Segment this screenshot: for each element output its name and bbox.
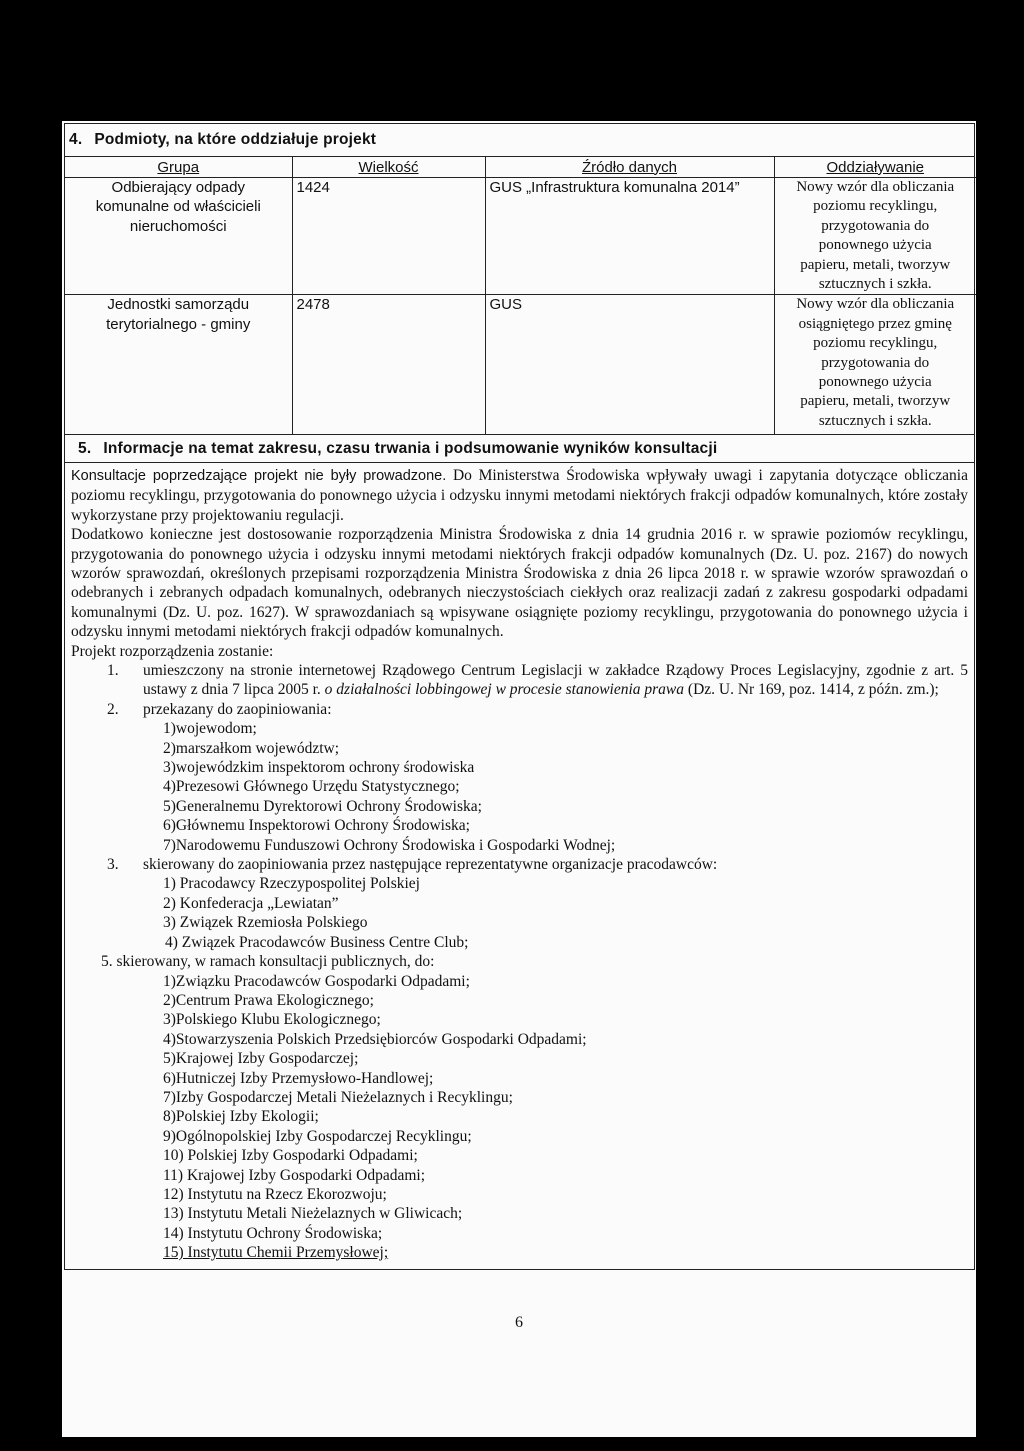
list-item: 5. skierowany, w ramach konsultacji publicznych, do: [101,953,435,971]
sublist-employers [71,874,968,952]
header-wielkosc: Wielkość [292,157,485,178]
sublist-item: 2)marszałkom województw; [163,739,340,757]
cell-line: ponownego użycia [818,237,932,254]
list-item-number: 2. [107,700,119,718]
cell-line: Jednostki samorządu [107,296,250,314]
list-item-text: przekazany do zaopiniowania: [143,700,332,718]
sublist-item: 2) Konfederacja „Lewiatan” [163,894,339,912]
sublist-item: 7)Izby Gospodarczej Metali Nieżelaznych i Recyklingu; [163,1088,513,1106]
cell-line: sztucznych i szkła. [818,276,932,293]
sublist-item: 3)wojewódzkim inspektorom ochrony środowiska [163,759,475,777]
sublist-item: 4)Prezesowi Głównego Urzędu Statystycznego; [163,778,460,796]
cell-line: poziomu recyklingu, [813,198,938,215]
list-item [71,855,968,874]
sublist-item: 10) Polskiej Izby Gospodarki Odpadami; [163,1147,418,1165]
cell-line: Nowy wzór dla obliczania [796,179,955,195]
table-row [65,178,976,295]
cell-line: Odbierający odpady [111,179,245,196]
sublist-public [71,972,968,1263]
sublist-item: 13) Instytutu Metali Nieżelaznych w Gliwicach; [163,1205,463,1223]
cell-grupa [65,178,292,295]
cell-line: papieru, metali, tworzyw [800,256,951,273]
paragraph-adjustment: Dodatkowo konieczne jest dostosowanie rozporządzenia Ministra Środowiska z dnia 14 grudnia 2016 r. w sprawie poziomów recyklingu, przygotowania do ponownego użycia i odzysku innymi metodami niektórych frakcji odpadów komunalnych (Dz. U. poz. 2167) do nowych wzorów sprawozdań, określonych przepisami rozporządzenia Ministra Środowiska z dnia 26 lipca 2018 r. w sprawie wzorów sprawozdań o odebranych i zebranych odpadach komunalnych, odebranych nieczystościach ciekłych oraz realizacji zadań z zakresu gospodarki odpadami komunalnymi (Dz. U. poz. 1627). W sprawozdaniach są wpisywane osiągnięte poziomy recyklingu, przygotowania do ponownego użycia i odzysku innymi metodami niektórych frakcji odpadów komunalnych. [71,526,968,641]
cell-line: Nowy wzór dla obliczania [796,296,955,313]
sublist-item: 4) Związek Pracodawców Business Centre Club; [165,933,469,951]
table-row [65,295,976,434]
cell-oddzialywanie [774,178,976,295]
sublist-item: 5)Krajowej Izby Gospodarczej; [163,1050,359,1068]
sublist-item: 4)Stowarzyszenia Polskich Przedsiębiorców Gospodarki Odpadami; [163,1030,587,1048]
section5-title: Informacje na temat zakresu, czasu trwania i podsumowanie wyników konsultacji [103,439,718,457]
list-item [71,661,968,700]
form-frame [64,123,975,1270]
list-item-number: 1. [107,662,119,679]
cell-wielkosc: 2478 [292,295,485,434]
paragraph-consultations [71,466,968,525]
page-number: 6 [515,1314,523,1331]
cell-line: przygotowania do [821,354,930,371]
list-item-number: 3. [107,856,119,874]
cell-line: nieruchomości [129,217,227,235]
cell-zrodlo: GUS „Infrastruktura komunalna 2014” [485,178,774,295]
table-header-row [65,157,976,178]
sublist-item: 15) Instytutu Chemii Przemysłowej; [163,1244,389,1262]
list-item-text [143,661,968,700]
cell-line: przygotowania do [821,217,930,234]
sublist-item: 6)Hutniczej Izby Przemysłowo-Handlowej; [163,1069,434,1087]
sublist-item: 1)Związku Pracodawców Gospodarki Odpadami; [163,972,470,990]
section4-number: 4. [69,131,83,148]
section5-number: 5. [78,439,92,457]
section5-heading [65,434,974,463]
paragraph-lead: Konsultacje poprzedzające projekt nie były prowadzone. [71,467,447,484]
section5-body [65,463,974,1269]
sublist-opinions [71,719,968,855]
sublist-item: 1)wojewodom; [163,720,257,738]
cell-zrodlo: GUS [485,295,774,434]
paragraph-intro-list: Projekt rozporządzenia zostanie: [71,642,274,660]
section4-heading [65,124,974,157]
list-item-text: skierowany do zaopiniowania przez następujące reprezentatywne organizacje pracodawców: [143,856,718,874]
document-sheet [62,121,976,1437]
list-item [71,700,968,719]
sublist-item: 6)Głównemu Inspektorowi Ochrony Środowiska; [163,817,470,835]
cell-line: poziomu recyklingu, [813,335,938,352]
cell-wielkosc: 1424 [292,178,485,295]
cell-line: osiągniętego przez gminę [798,315,952,332]
list-item-text-a: umieszczony na stronie internetowej Rządowego Centrum Legislacji w zakładce Rządowy Proces Legislacyjny, zgodnie z art. 5 ustawy z dnia 7 lipca 2005 r. [143,662,968,699]
header-oddzialywanie: Oddziaływanie [774,157,976,178]
cell-line: ponownego użycia [818,374,932,391]
sublist-item: 5)Generalnemu Dyrektorowi Ochrony Środowiska; [163,797,482,815]
list-item-text-b: (Dz. U. Nr 169, poz. 1414, z późn. zm.); [684,681,939,699]
header-grupa: Grupa [65,157,292,178]
cell-line: papieru, metali, tworzyw [800,393,951,410]
cell-grupa [65,295,292,434]
impact-table [65,157,976,434]
section4-title: Podmioty, na które oddziałuje projekt [94,131,377,148]
sublist-item: 7)Narodowemu Funduszowi Ochrony Środowiska i Gospodarki Wodnej; [163,836,616,854]
sublist-item: 12) Instytutu na Rzecz Ekorozwoju; [163,1185,387,1203]
header-zrodlo: Źródło danych [485,157,774,178]
sublist-item: 2)Centrum Prawa Ekologicznego; [163,991,374,1009]
sublist-item: 3) Związek Rzemiosła Polskiego [163,914,368,932]
list-item-text-italic: o działalności lobbingowej w procesie stanowienia prawa [324,681,685,699]
cell-line: terytorialnego - gminy [106,315,251,333]
cell-line: sztucznych i szkła. [818,412,932,429]
sublist-item: 9)Ogólnopolskiej Izby Gospodarczej Recyklingu; [163,1127,472,1145]
sublist-item: 3)Polskiego Klubu Ekologicznego; [163,1011,381,1029]
sublist-item: 1) Pracodawcy Rzeczypospolitej Polskiej [163,875,420,893]
cell-line: komunalne od właścicieli [95,198,261,216]
sublist-item: 8)Polskiej Izby Ekologii; [163,1108,319,1126]
paragraph-rest: Do Ministerstwa Środowiska wpływały uwagi i zapytania dotyczące obliczania poziomu recyklingu, przygotowania do ponownego użycia i odzysku innymi metodami niektórych frakcji odpadów komunalnych, które zostały wykorzystane przy projektowaniu regulacji. [71,466,968,524]
sublist-item: 14) Instytutu Ochrony Środowiska; [163,1224,383,1242]
sublist-item: 11) Krajowej Izby Gospodarki Odpadami; [163,1166,425,1184]
cell-oddzialywanie [774,295,976,434]
